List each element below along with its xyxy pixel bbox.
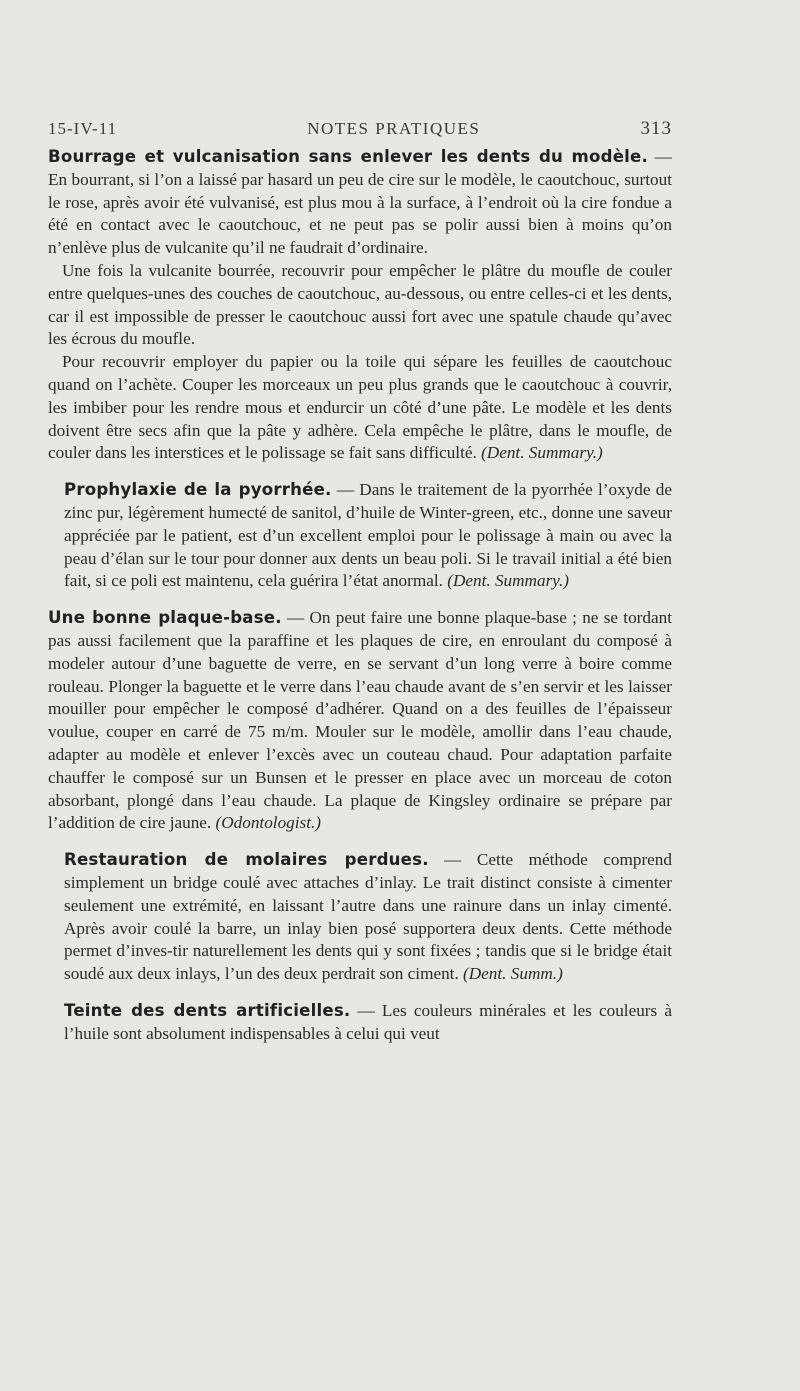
- article-paragraph: [48, 849, 672, 986]
- article-source: (Dent. Summary.): [481, 443, 603, 463]
- heading-dash: —: [648, 147, 672, 166]
- article-restauration: [48, 849, 672, 986]
- article-source: (Odontologist.): [215, 813, 322, 833]
- running-header: [48, 118, 672, 140]
- heading-dash: —: [281, 608, 310, 628]
- article-text: En bourrant, si l’on a laissé par hasard un peu de cire sur le modèle, le caoutchouc, surtout le rose, après avoir été vulvanisé, est plus mou à la surface, à l’endroit où la cire fondue a été en contact avec le caoutchouc, et ne peut pas se polir aussi bien à moins qu’on n’enlève plus de vulcanite qu’il ne faudrait d’ordinaire.: [48, 169, 672, 258]
- article-text: On peut faire une bonne plaque-base ; ne se tordant pas aussi facilement que la paraffine et les plaques de cire, en enroulant du composé à modeler autour d’une baguette de verre, en se servant d’un long verre à boire comme rouleau. Plonger la baguette et le verre dans l’eau chaude avant de s’en servir et les laisser mouiller pour empêcher le composé d’adhérer. Quand on a des feuilles de l’épaisseur voulue, couper en carré de 75 m/m. Mouler sur le modèle, amollir dans l’eau chaude, adapter au modèle et enlever l’excès avec un couteau chaud. Pour adaptation parfaite chauffer le composé sur un Bunsen et le presser en place avec un morceau de coton absorbant, plongé dans l’eau chaude. La plaque de Kingsley ordinaire se prépare par l’addition de cire jaune.: [48, 608, 672, 833]
- article-teinte: [48, 1000, 672, 1046]
- heading-dash: —: [350, 1000, 382, 1020]
- article-paragraph: [48, 479, 672, 593]
- issue-date: 15-IV-11: [48, 119, 118, 138]
- article-prophylaxie: [48, 479, 672, 593]
- article-source: (Dent. Summary.): [447, 571, 569, 591]
- article-paragraph: [48, 607, 672, 835]
- article-text: Les couleurs minérales et les couleurs à l’huile sont absolument indispensables à celui qui veut: [64, 1000, 672, 1043]
- article-heading: Prophylaxie de la pyorrhée.: [64, 480, 332, 500]
- article-heading: Restauration de molaires perdues.: [64, 850, 429, 870]
- page-number: 313: [640, 118, 672, 139]
- article-paragraph: [48, 351, 672, 465]
- article-source: (Dent. Summ.): [463, 964, 563, 984]
- article-text: Cette méthode comprend simplement un bridge coulé avec attaches d’inlay. Le trait distinct consiste à cimenter seulement une extrémité, en laissant l’autre dans une rainure dans un inlay cimenté. Après avoir coulé la barre, un inlay bien posé supportera deux dents. Cette méthode permet d’inves-tir naturellement les dents qui y sont fixées ; tandis que si le bridge était soudé aux deux inlays, l’un des deux perdrait son ciment.: [64, 850, 672, 984]
- heading-dash: —: [331, 480, 360, 500]
- section-title: NOTES PRATIQUES: [307, 119, 481, 138]
- article-heading: Teinte des dents artificielles.: [64, 1000, 351, 1020]
- article-bourrage: [48, 146, 672, 465]
- article-heading: Bourrage et vulcanisation sans enlever les dents du modèle.: [48, 147, 648, 166]
- article-paragraph: [48, 146, 672, 260]
- article-text: Dans le traitement de la pyorrhée l’oxyde de zinc pur, légèrement humecté de sanitol, d’huile de Winter-green, etc., donne une saveur appréciée par le patient, est d’un excellent emploi pour le polissage à main ou avec la peau d’élan sur le tour pour donner aux dents un beau poli. Si le travail initial a été bien fait, si ce poli est maintenu, cela guérira l’état anormal.: [64, 480, 672, 591]
- article-text: Une fois la vulcanite bourrée, recouvrir pour empêcher le plâtre du moufle de couler entre quelques-unes des couches de caoutchouc, au-dessous, ou entre celles-ci et les dents, car il est impossible de presser le caoutchouc aussi fort avec une spatule chaude qu’avec les écrous du moufle.: [48, 260, 672, 349]
- article-paragraph: [48, 260, 672, 351]
- article-plaque-base: [48, 607, 672, 835]
- article-paragraph: [48, 1000, 672, 1046]
- article-heading: Une bonne plaque-base.: [48, 608, 282, 628]
- heading-dash: —: [428, 850, 477, 870]
- article-text: Pour recouvrir employer du papier ou la toile qui sépare les feuilles de caoutchouc quand on l’achète. Couper les morceaux un peu plus grands que le caoutchouc à couvrir, les imbiber pour les rendre mous et endurcir un côté d’une pâte. Le modèle et les dents doivent être secs afin que la pâte y adhère. Cela empêche le plâtre, dans le moufle, de couler dans les interstices et le polissage se fait sans difficulté.: [48, 352, 672, 463]
